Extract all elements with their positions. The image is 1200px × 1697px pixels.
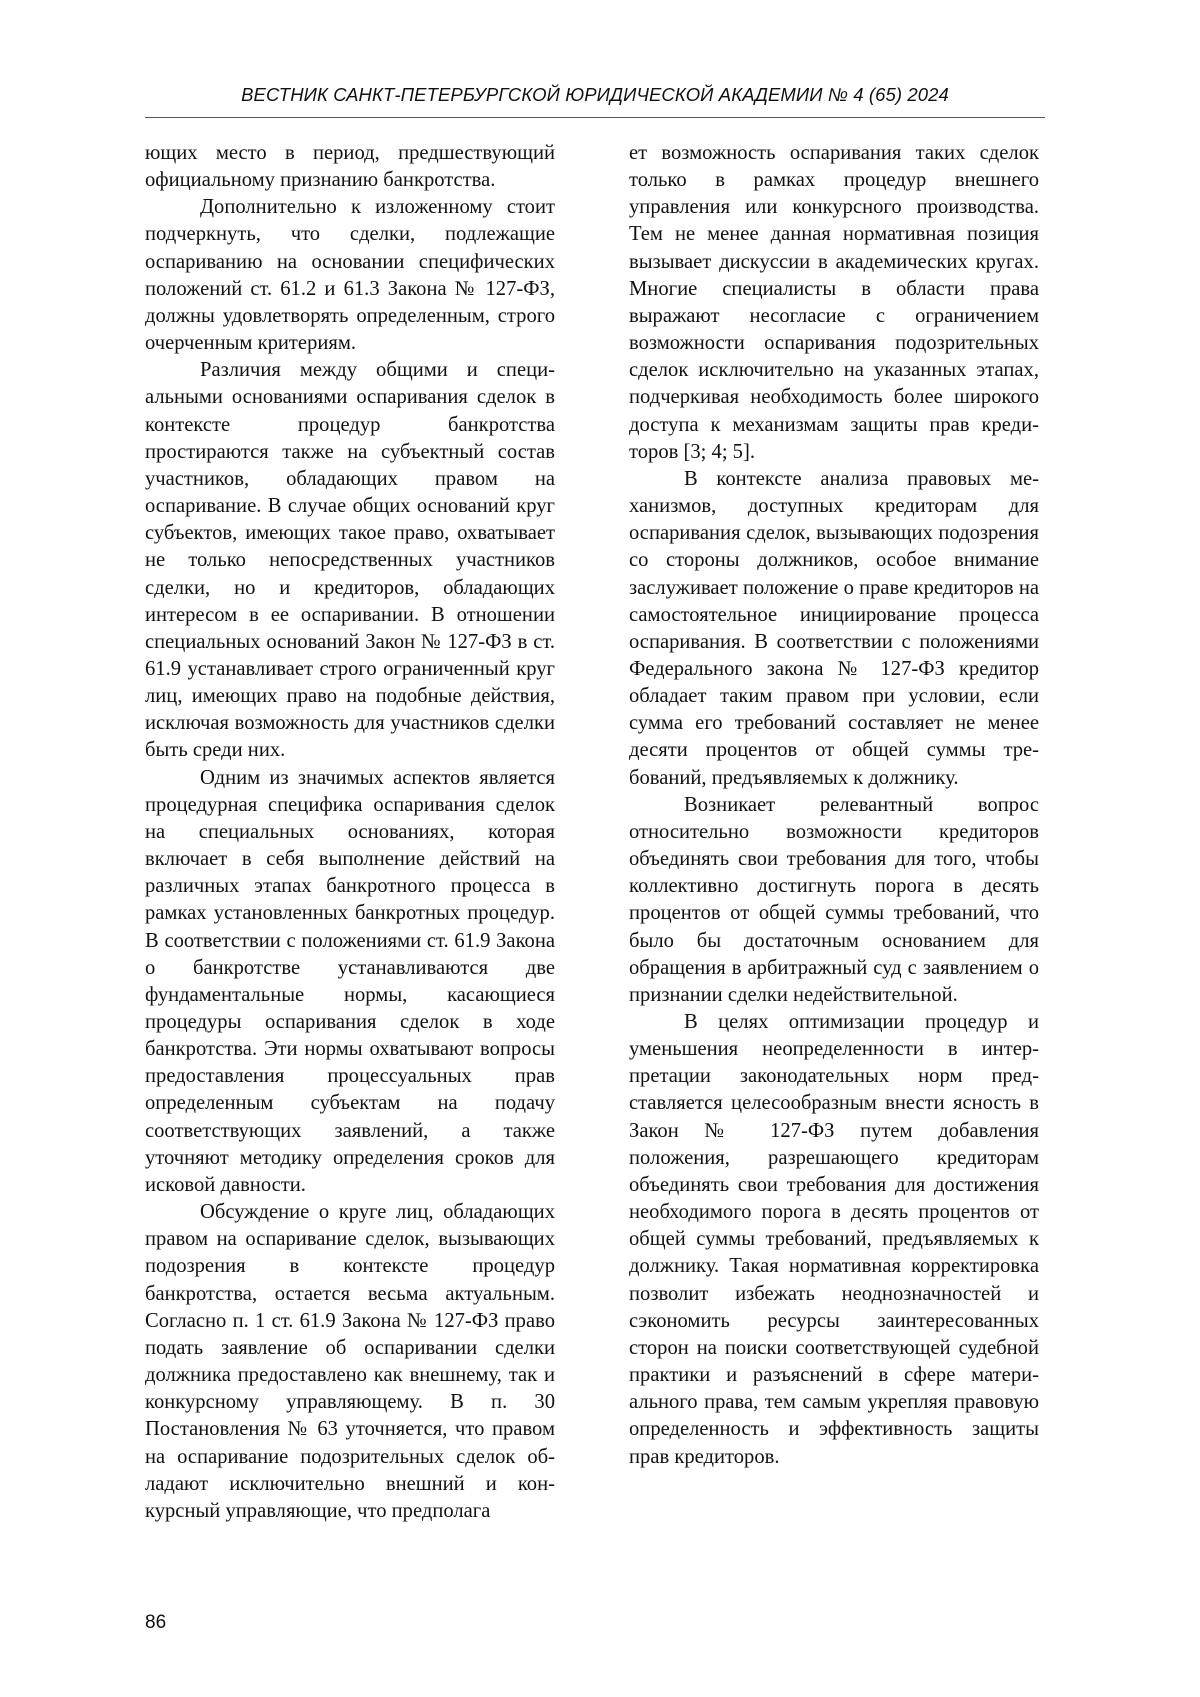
right-paragraph-3: Возникает релевантный вопрос относительно возможности кредиторов объединять свои требования для того, чтобы коллективно достигнуть порога в десять процентов от общей суммы требований, что было бы достаточным основанием для обращения в арбитражный суд с заявлением о признании сделки недействительной. <box>629 793 1039 1006</box>
right-paragraph-4: В целях оптимизации процедур и уменьшения неопределенности в интерпретации законодательных норм представляется целесообразным внести ясность в Закон № 127-ФЗ путем добавления положения, разрешающего кредиторам объединять свои требования для достижения необходимого порога в десять процентов от общей суммы требований, предъявляемых к должнику. Такая нормативная корректировка позволит избежать неоднозначностей и сэкономить ресурсы заинтересованных сторон на поиски соответствующей судебной практики и разъяснений в сфере материального права, тем самым укрепляя правовую определенность и эффективность защиты прав кредиторов. <box>629 1011 1039 1468</box>
left-paragraph-1: ющих место в период, предшествующий официальному признанию банкротства. <box>145 142 555 192</box>
right-column <box>629 140 1039 1471</box>
left-paragraph-3: Различия между общими и специальными основаниями оспаривания сделок в контексте процедур банкротства простираются также на субъектный состав участников, обладающих правом на оспаривание. В случае общих оснований круг субъектов, имеющих такое право, охватывает не только непосредственных участников сделки, но и кредиторов, обладающих интересом в ее оспаривании. В отношении специальных оснований Закон № 127-ФЗ в ст. 61.9 устанавливает строго ограниченный круг лиц, имеющих право на подобные действия, исключая возможность для участников сделки быть среди них. <box>145 359 555 762</box>
running-header: ВЕСТНИК САНКТ-ПЕТЕРБУРГСКОЙ ЮРИДИЧЕСКОЙ АКАДЕМИИ № 4 (65) 2024 <box>241 84 949 105</box>
left-paragraph-4: Одним из значимых аспектов является процедурная специфика оспаривания сделок на специальных основаниях, которая включает в себя выполнение действий на различных этапах банкротного процесса в рамках установленных банкротных процедур. В соответствии с положениями ст. 61.9 Закона о банкротстве устанавливаются две фундаментальные нормы, касающиеся процедуры оспаривания сделок в ходе банкротства. Эти нормы охватывают вопросы предоставления процессуальных прав определенным субъектам на подачу соответствующих заявлений, а также уточняют методику определения сроков для исковой давности. <box>145 766 555 1196</box>
left-paragraph-5: Обсуждение о круге лиц, обладающих правом на оспаривание сделок, вызывающих подозрения в контексте процедур банкротства, остается весьма актуальным. Согласно п. 1 ст. 61.9 Закона № 127-ФЗ право подать заявление об оспаривании сделки должника предоставлено как внешнему, так и конкурсному управляющему. В п. 30 Постановления № 63 уточняется, что правом на оспаривание подозрительных сделок обладают исключительно внешний и конкурсный управляющие, что предполага <box>145 1201 555 1522</box>
page-number: 86 <box>145 1612 167 1633</box>
left-column <box>145 140 555 1525</box>
right-paragraph-1: ет возможность оспаривания таких сделок только в рамках процедур внешнего управления или конкурсного производства. Тем не менее данная нормативная позиция вызывает дискуссии в академических кругах. Многие специалисты в области права выражают несогласие с ограничением возможности оспаривания подозрительных сделок исключительно на указанных этапах, подчеркивая необходимость более широкого доступа к механизмам защиты прав кредиторов [3; 4; 5]. <box>629 142 1039 463</box>
left-paragraph-2: Дополнительно к изложенному стоит подчеркнуть, что сделки, подлежащие оспариванию на основании специфических положений ст. 61.2 и 61.3 Закона № 127-ФЗ, должны удовлетворять определенным, строго очерченным критериям. <box>145 196 555 355</box>
header-divider <box>145 117 1045 118</box>
right-paragraph-2: В контексте анализа правовых механизмов, доступных кредиторам для оспаривания сделок, вызывающих подозрения со стороны должников, особое внимание заслуживает положение о праве кредиторов на самостоятельное инициирование процесса оспаривания. В соответствии с положениями Федерального закона № 127-ФЗ кредитор обладает таким правом при условии, если сумма его требований составляет не менее десяти процентов от общей суммы требований, предъявляемых к должнику. <box>629 467 1039 789</box>
